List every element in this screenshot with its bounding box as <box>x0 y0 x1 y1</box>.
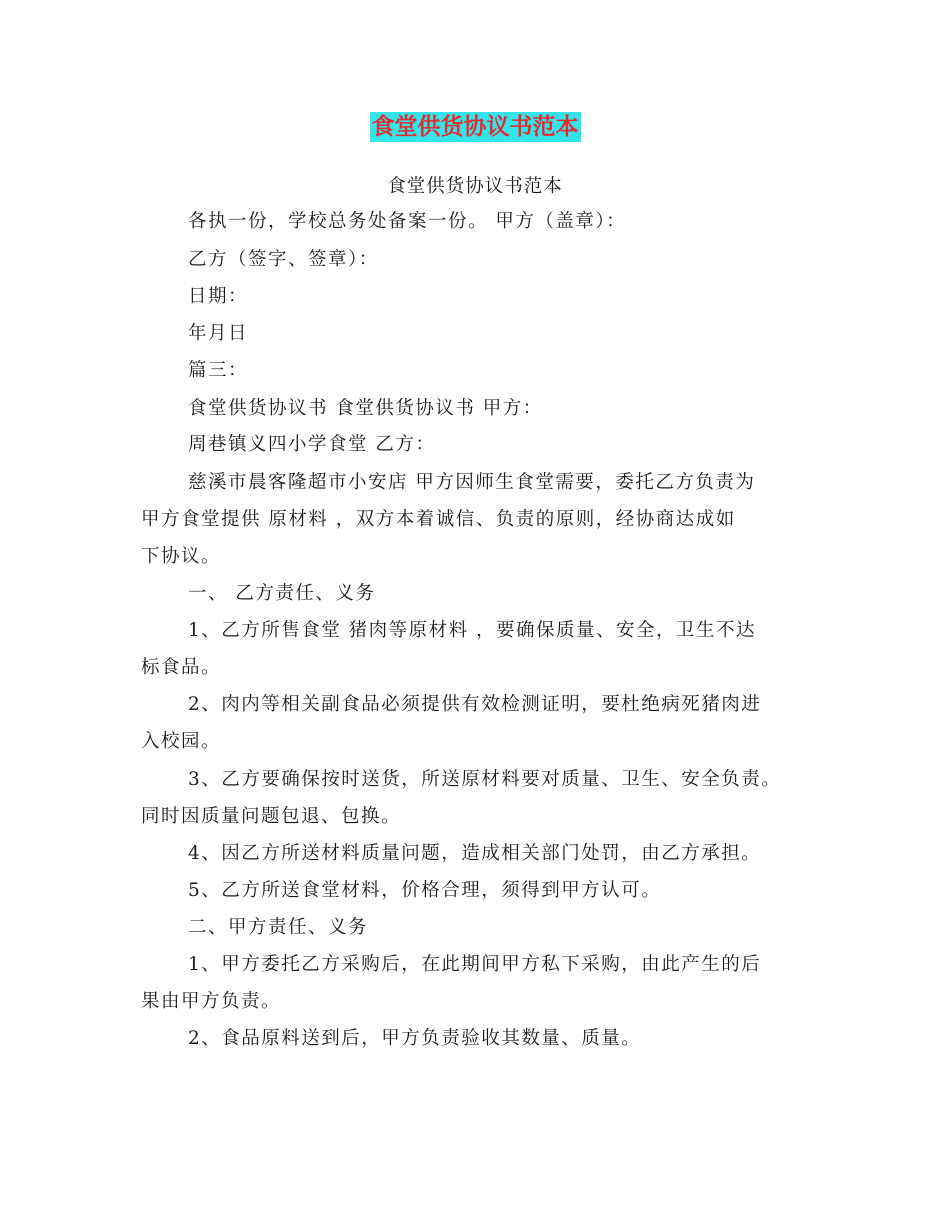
paragraph-line: 甲方食堂提供 原材料 ，双方本着诚信、负责的原则，经协商达成如 <box>141 509 736 530</box>
title-wrap <box>0 112 950 142</box>
paragraph-line: 篇三： <box>188 360 249 381</box>
paragraph-line: 标食品。 <box>141 657 222 678</box>
paragraph-line: 2、食品原料送到后，甲方负责验收其数量、质量。 <box>188 1028 642 1049</box>
section-heading: 一、 乙方责任、义务 <box>188 583 376 604</box>
paragraph-line: 入校园。 <box>141 731 222 752</box>
paragraph-line: 各执一份，学校总务处备案一份。 甲方（盖章）： <box>188 211 627 232</box>
paragraph-line: 周巷镇义四小学食堂 乙方： <box>188 434 436 455</box>
paragraph-line: 日期： <box>188 286 249 307</box>
document-title: 食堂供货协议书范本 <box>371 114 579 140</box>
paragraph-line: 1、甲方委托乙方采购后，在此期间甲方私下采购，由此产生的后 <box>188 954 762 975</box>
paragraph-line: 乙方（签字、签章）： <box>188 249 379 270</box>
paragraph-line: 1、乙方所售食堂 猪肉等原材料 ，要确保质量、安全，卫生不达 <box>188 620 757 641</box>
paragraph-line: 同时因质量问题包退、包换。 <box>141 806 402 827</box>
paragraph-line: 5、乙方所送食堂材料，价格合理，须得到甲方认可。 <box>188 880 662 901</box>
paragraph-line: 果由甲方负责。 <box>141 991 282 1012</box>
section-heading: 二、甲方责任、义务 <box>188 917 369 938</box>
paragraph-line: 4、因乙方所送材料质量问题，造成相关部门处罚，由乙方承担。 <box>188 843 762 864</box>
paragraph-line: 2、肉内等相关副食品必须提供有效检测证明，要杜绝病死猪肉进 <box>188 694 762 715</box>
paragraph-line: 慈溪市晨客隆超市小安店 甲方因师生食堂需要，委托乙方负责为 <box>188 472 756 493</box>
paragraph-line: 年月日 <box>188 323 249 344</box>
paragraph-line: 3、乙方要确保按时送货，所送原材料要对质量、卫生、安全负责。 <box>188 769 782 790</box>
paragraph-line: 食堂供货协议书 食堂供货协议书 甲方： <box>188 398 543 419</box>
document-subtitle: 食堂供货协议书范本 <box>387 176 563 197</box>
paragraph-line: 下协议。 <box>141 546 222 567</box>
